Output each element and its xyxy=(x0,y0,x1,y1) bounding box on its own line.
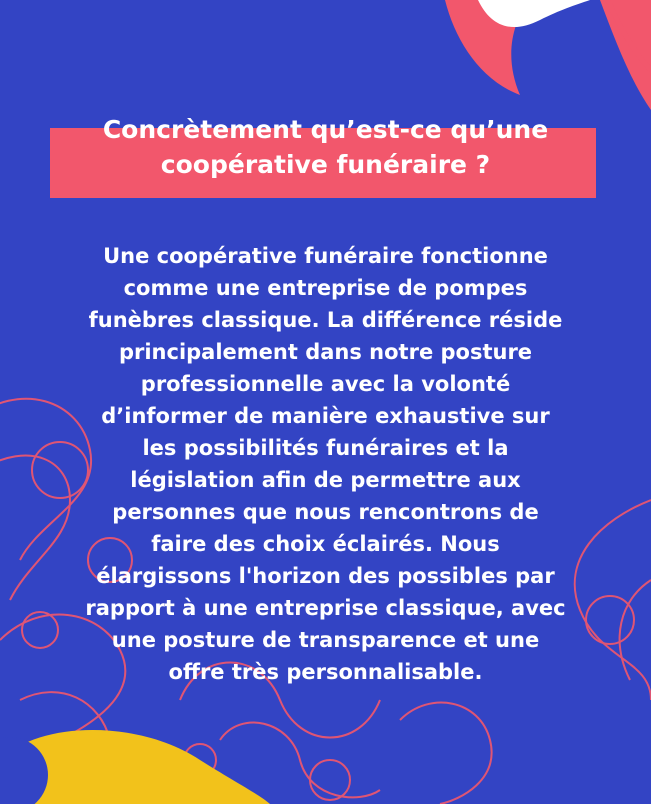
body-line: principalement dans notre posture xyxy=(118,340,533,364)
top-right-pink-arc xyxy=(600,0,651,110)
body-line: comme une entreprise de pompes xyxy=(123,276,528,300)
page-title xyxy=(40,112,611,182)
body-line: offre très personnalisable. xyxy=(168,660,483,684)
body-line: faire des choix éclairés. Nous xyxy=(151,532,500,556)
body-line: d’informer de manière exhaustive sur xyxy=(101,404,550,428)
body-line: personnes que nous rencontrons de xyxy=(112,500,539,524)
body-line: législation afin de permettre aux xyxy=(130,468,521,492)
title-line: coopérative funéraire ? xyxy=(160,150,491,179)
body-line: Une coopérative funéraire fonctionne xyxy=(103,244,548,268)
body-line: rapport à une entreprise classique, avec xyxy=(85,596,566,620)
body-line: funèbres classique. La différence réside xyxy=(88,308,563,332)
body-paragraph xyxy=(10,240,641,688)
body-line: professionnelle avec la volonté xyxy=(140,372,511,396)
body-line: une posture de transparence et une xyxy=(111,628,540,652)
title-line: Concrètement qu’est-ce qu’une xyxy=(102,115,549,144)
body-line: élargissons l'horizon des possibles par xyxy=(96,564,555,588)
body-line: les possibilités funéraires et la xyxy=(142,436,509,460)
